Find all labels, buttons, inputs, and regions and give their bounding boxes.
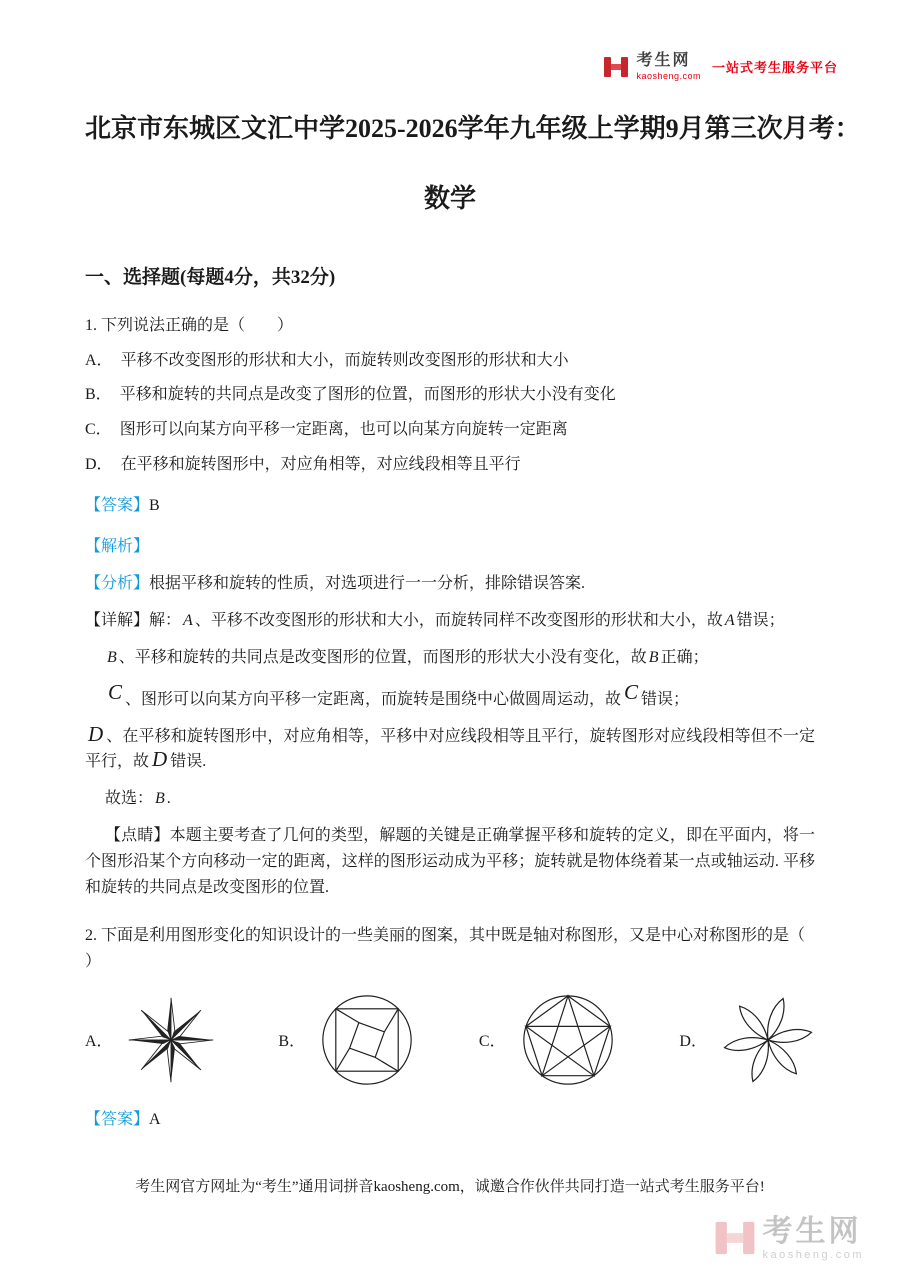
option-a-label: A．	[85, 351, 113, 369]
option-c-label: C．	[85, 421, 112, 439]
question-1-option-c	[85, 417, 815, 443]
question-1-option-d	[85, 452, 815, 478]
option-b-text: 平移和旋转的共同点是改变了图形的位置，而图形的形状大小没有变化	[119, 386, 616, 404]
option-d-label: D．	[85, 456, 113, 474]
math-letter: B	[107, 648, 117, 666]
question-1-options	[85, 348, 815, 479]
question-1-option-b	[85, 382, 815, 408]
question-2-stem	[85, 923, 815, 975]
math-letter: B	[648, 648, 659, 666]
question-1-detail-line-b	[85, 645, 815, 671]
math-letter: C	[108, 679, 123, 704]
detail-label: 【详解】	[85, 611, 150, 629]
question-2-stem-close: ）	[85, 952, 102, 970]
page-footer-note: 考生网官方网址为“考生”通用词拼音kaosheng.com，诚邀合作伙伴共同打造一站式考生服务平台!	[135, 1179, 765, 1195]
detail-c-text: 、图形可以向某方向平移一定距离，而旋转是围绕中心做圆周运动，故	[125, 690, 622, 708]
figure-a-label: A．	[85, 1033, 113, 1051]
logo-name: 考生网	[636, 52, 691, 69]
question-1-conclusion	[85, 786, 815, 812]
detail-a-text: 、平移不改变图形的形状和大小，而旋转同样不改变图形的形状和大小，故	[194, 611, 723, 629]
question-2-answer-line	[85, 1107, 815, 1133]
kaosheng-h-icon	[603, 54, 629, 80]
fenxi-text: 根据平移和旋转的性质，对选项进行一一分析，排除错误答案.	[149, 574, 586, 592]
question-1-stem: 1. 下列说法正确的是（ ）	[85, 316, 294, 334]
fenxi-label: 【分析】	[85, 574, 150, 592]
jiexi-label: 【解析】	[85, 538, 150, 556]
question-1-fenxi-line	[85, 571, 815, 597]
answer-label: 【答案】	[85, 497, 150, 515]
question-1-answer-line	[85, 493, 815, 519]
logo-tagline: 一站式考生服务平台	[711, 60, 838, 76]
question-1-detail-line-a	[85, 608, 815, 634]
figure-b-label: B．	[278, 1033, 306, 1051]
answer-label: 【答案】	[85, 1110, 150, 1128]
question-1-detail-line-c	[85, 679, 815, 713]
figure-option-c	[479, 991, 616, 1089]
question-1-detail-line-d	[85, 721, 815, 776]
watermark-domain: kaosheng.com	[762, 1249, 864, 1261]
figure-option-b	[278, 991, 415, 1089]
eight-point-pinwheel-star-icon	[127, 991, 215, 1089]
detail-d-text: 、在平移和旋转图形中，对应角相等，平移中对应线段相等且平行，旋转图形对应线段相等但不一定平行，故	[85, 727, 815, 771]
answer-value: B	[149, 497, 160, 515]
detail-d-end: 错误.	[170, 753, 207, 771]
option-c-text: 图形可以向某方向平移一定距离，也可以向某方向旋转一定距离	[119, 421, 568, 439]
watermark-name: 考生网	[762, 1215, 862, 1248]
math-letter: A	[183, 611, 193, 629]
figure-d-label: D．	[679, 1033, 707, 1051]
conclusion-pre: 故选：	[105, 790, 154, 808]
kaosheng-h-watermark-icon	[714, 1217, 756, 1259]
figure-option-d	[679, 991, 815, 1089]
circle-pentagram-icon	[520, 991, 616, 1089]
six-petal-flower-icon	[721, 991, 815, 1089]
conclusion-end: .	[166, 790, 171, 808]
math-letter: A	[724, 611, 735, 629]
math-letter: D	[88, 721, 104, 746]
math-letter: D	[152, 747, 168, 772]
question-1-option-a	[85, 348, 815, 374]
math-letter: C	[624, 679, 639, 704]
dianjing-text: 本题主要考查了几何的类型，解题的关键是正确掌握平移和旋转的定义，即在平面内，将一个图形沿某个方向移动一定的距离，这样的图形运动成为平移；旋转就是物体绕着某一点或轴运动. 平移和旋转的共同点是改变图形的位置.	[85, 827, 815, 897]
option-a-text: 平移不改变图形的形状和大小，而旋转则改变图形的形状和大小	[120, 351, 569, 369]
option-d-text: 在平移和旋转图形中，对应角相等，对应线段相等且平行	[120, 456, 521, 474]
figure-option-a	[85, 991, 215, 1089]
document-title-line1: 北京市东城区文汇中学2025-2026学年九年级上学期9月第三次月考：	[85, 114, 861, 143]
math-letter: B	[155, 790, 165, 808]
question-1-key-point	[85, 823, 815, 901]
logo-domain: kaosheng.com	[636, 70, 701, 81]
detail-c-end: 错误；	[641, 690, 690, 708]
dianjing-label: 【点睛】	[105, 827, 170, 845]
detail-a-end: 错误；	[736, 611, 785, 629]
option-b-label: B．	[85, 386, 112, 404]
circle-square-pinwheel-icon	[319, 991, 415, 1089]
watermark-text-block	[762, 1217, 864, 1261]
question-2-stem-text: 2. 下面是利用图形变化的知识设计的一些美丽的图案，其中既是轴对称图形，又是中心对称图形的是（	[85, 927, 806, 944]
kaosheng-logo	[603, 52, 838, 81]
detail-b-end: 正确；	[660, 648, 709, 666]
detail-a-pre: 解：	[149, 611, 182, 629]
figure-c-label: C．	[478, 1033, 506, 1051]
question-1-analysis-header	[85, 534, 815, 560]
question-2-figures	[85, 991, 815, 1089]
answer-value: A	[149, 1110, 161, 1128]
logo-text-block	[636, 52, 701, 81]
detail-b-text: 、平移和旋转的共同点是改变图形的位置，而图形的形状大小没有变化，故	[118, 648, 647, 666]
section-heading: 一、选择题(每题4分，共32分)	[85, 266, 336, 288]
document-title-line2: 数学	[423, 183, 476, 213]
kaosheng-watermark	[714, 1217, 864, 1261]
